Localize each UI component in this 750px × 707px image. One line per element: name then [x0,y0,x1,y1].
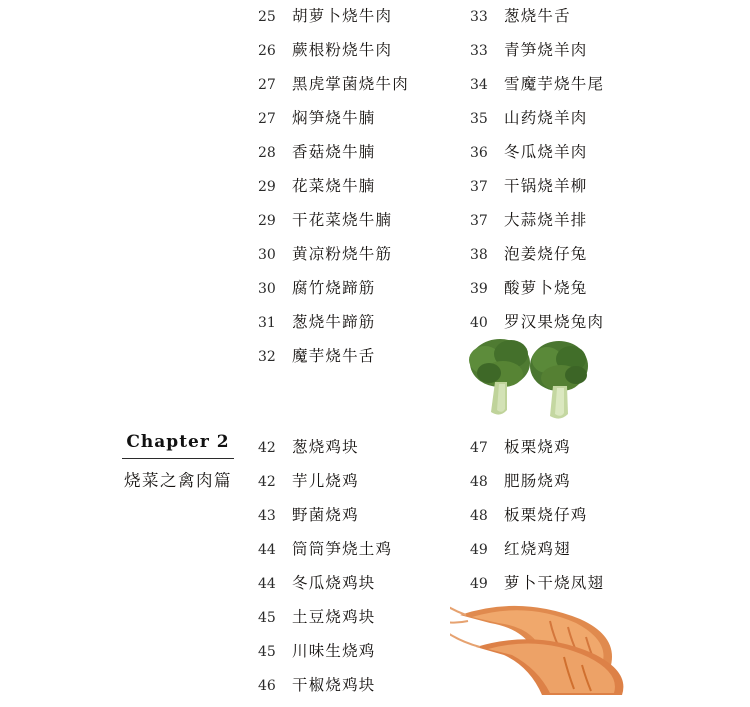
toc-page-number: 37 [470,213,488,229]
toc-entry[interactable] [258,106,409,140]
toc-entry-title: 蕨根粉烧牛肉 [292,41,393,59]
toc-entry-title: 冬瓜烧鸡块 [292,574,376,592]
toc-entry-title: 干花菜烧牛腩 [292,211,393,229]
toc-page-number: 48 [470,474,488,490]
toc-entry[interactable] [470,140,604,174]
toc-entry-title: 黄凉粉烧牛筋 [292,245,393,263]
toc-page-number: 29 [258,213,276,229]
toc-page-number: 42 [258,440,276,456]
toc-page-number: 49 [470,542,488,558]
toc-entry-title: 野菌烧鸡 [292,506,359,524]
toc-entry-title: 筒筒笋烧土鸡 [292,540,393,558]
toc-entry[interactable] [258,503,392,537]
chapter-title: 烧菜之禽肉篇 [124,471,232,490]
toc-page-number: 35 [470,111,488,127]
toc-page-number: 38 [470,247,488,263]
toc-entry[interactable] [258,276,409,310]
toc-entry[interactable] [258,435,392,469]
toc-entry[interactable] [258,72,409,106]
toc-entry[interactable] [258,174,409,208]
toc-entry-title: 板栗烧鸡 [504,438,571,456]
toc-entry-title: 芋儿烧鸡 [292,472,359,490]
toc-page-number: 31 [258,315,276,331]
toc-page-number: 47 [470,440,488,456]
toc-entry[interactable] [258,140,409,174]
toc-entry[interactable] [470,106,604,140]
toc-page-number: 30 [258,247,276,263]
toc-entry-title: 萝卜干烧凤翅 [504,574,605,592]
toc-entry[interactable] [470,174,604,208]
toc-entry-title: 冬瓜烧羊肉 [504,143,588,161]
toc-column-chapter1-left [258,4,409,378]
toc-entry-title: 黑虎掌菌烧牛肉 [292,75,409,93]
toc-page-number: 45 [258,644,276,660]
toc-column-chapter2-right [470,435,604,605]
toc-entry-title: 板栗烧仔鸡 [504,506,588,524]
toc-page-number: 43 [258,508,276,524]
toc-page-number: 40 [470,315,488,331]
toc-entry-title: 大蒜烧羊排 [504,211,588,229]
toc-entry[interactable] [470,4,604,38]
toc-entry-title: 青笋烧羊肉 [504,41,588,59]
toc-entry-title: 腐竹烧蹄筋 [292,279,376,297]
chapter-label: Chapter 2 [126,432,230,452]
toc-page-number: 27 [258,111,276,127]
broccoli-photo [455,330,605,425]
toc-page-number: 48 [470,508,488,524]
toc-entry[interactable] [258,38,409,72]
toc-page-number: 30 [258,281,276,297]
toc-entry[interactable] [470,208,604,242]
toc-entry-title: 酸萝卜烧兔 [504,279,588,297]
toc-page-number: 44 [258,576,276,592]
toc-entry[interactable] [258,571,392,605]
shrimp-photo [450,585,680,697]
toc-entry[interactable] [470,38,604,72]
toc-entry-title: 胡萝卜烧牛肉 [292,7,393,25]
toc-entry-title: 魔芋烧牛舌 [292,347,376,365]
toc-entry[interactable] [470,503,604,537]
toc-page-number: 33 [470,9,488,25]
toc-entry-title: 葱烧鸡块 [292,438,359,456]
chapter-divider [122,458,234,459]
toc-entry-title: 花菜烧牛腩 [292,177,376,195]
chapter-heading [108,432,248,491]
toc-page-number: 37 [470,179,488,195]
toc-entry-title: 香菇烧牛腩 [292,143,376,161]
toc-page-number: 42 [258,474,276,490]
toc-entry-title: 干锅烧羊柳 [504,177,588,195]
toc-page-number: 27 [258,77,276,93]
toc-entry[interactable] [258,469,392,503]
toc-entry[interactable] [258,310,409,344]
toc-entry-title: 干椒烧鸡块 [292,676,376,694]
toc-entry[interactable] [258,605,392,639]
toc-entry-title: 川味生烧鸡 [292,642,376,660]
toc-entry-title: 罗汉果烧兔肉 [504,313,605,331]
toc-entry-title: 葱烧牛蹄筋 [292,313,376,331]
toc-page-number: 32 [258,349,276,365]
toc-page-number: 45 [258,610,276,626]
toc-entry[interactable] [258,344,409,378]
toc-entry-title: 泡姜烧仔兔 [504,245,588,263]
toc-entry[interactable] [258,537,392,571]
toc-page-number: 29 [258,179,276,195]
toc-entry[interactable] [258,673,392,707]
toc-page-number: 34 [470,77,488,93]
toc-entry[interactable] [258,242,409,276]
toc-entry[interactable] [470,72,604,106]
toc-entry[interactable] [470,276,604,310]
toc-page-number: 28 [258,145,276,161]
toc-entry[interactable] [470,537,604,571]
toc-entry-title: 红烧鸡翅 [504,540,571,558]
toc-entry-title: 雪魔芋烧牛尾 [504,75,605,93]
toc-entry[interactable] [258,639,392,673]
toc-entry[interactable] [258,4,409,38]
toc-entry-title: 葱烧牛舌 [504,7,571,25]
toc-page-number: 44 [258,542,276,558]
toc-page-number: 33 [470,43,488,59]
toc-page-number: 36 [470,145,488,161]
toc-column-chapter1-right [470,4,604,344]
toc-entry[interactable] [470,469,604,503]
toc-page-number: 46 [258,678,276,694]
toc-entry[interactable] [470,435,604,469]
toc-page-number: 26 [258,43,276,59]
toc-page-number: 49 [470,576,488,592]
toc-entry[interactable] [258,208,409,242]
toc-entry-title: 土豆烧鸡块 [292,608,376,626]
toc-column-chapter2-left [258,435,392,707]
toc-entry-title: 肥肠烧鸡 [504,472,571,490]
toc-page-number: 25 [258,9,276,25]
toc-page-number: 39 [470,281,488,297]
toc-entry[interactable] [470,242,604,276]
toc-entry-title: 山药烧羊肉 [504,109,588,127]
toc-entry-title: 焖笋烧牛腩 [292,109,376,127]
